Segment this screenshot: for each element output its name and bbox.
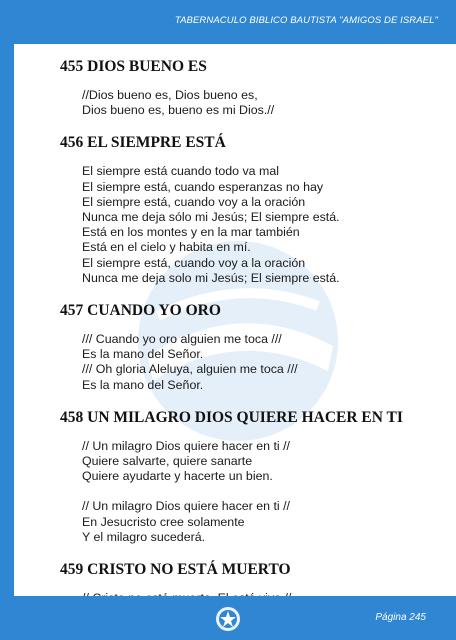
song-title: 455 DIOS BUENO ES <box>60 58 207 75</box>
lyric-line: Quiere salvarte, quiere sanarte <box>82 454 253 469</box>
header-band <box>0 0 456 44</box>
lyric-line: El siempre está, cuando voy a la oración <box>82 255 306 270</box>
page-number: Página 245 <box>375 612 426 623</box>
lyric-line: Nunca me deja solo mi Jesús; El siempre está. <box>82 270 340 285</box>
stanza <box>82 439 450 485</box>
lyric-line: // Un milagro Dios quiere hacer en ti // <box>82 438 290 453</box>
song-455 <box>60 50 450 118</box>
stanza <box>82 88 450 118</box>
song-title: 458 UN MILAGRO DIOS QUIERE HACER EN TI <box>60 408 403 426</box>
stanza <box>82 332 450 393</box>
lyric-line: El siempre está, cuando esperanzas no hay <box>82 179 324 194</box>
lyric-line: Es la mano del Señor. <box>82 347 204 362</box>
song-457 <box>60 294 450 393</box>
stanza <box>82 164 450 286</box>
lyric-line: Nunca me deja sólo mi Jesús; El siempre está. <box>82 210 340 225</box>
lyric-line: Dios bueno es, bueno es mi Dios.// <box>82 103 275 118</box>
lyric-line: Está en los montes y en la mar también <box>82 225 300 240</box>
lyric-line: En Jesucristo cree solamente <box>82 514 245 529</box>
header-church-name: TABERNACULO BIBLICO BAUTISTA "AMIGOS DE ISRAEL" <box>174 15 438 26</box>
lyric-line: /// Cuando yo oro alguien me toca /// <box>82 332 282 347</box>
lyric-line: El siempre está, cuando voy a la oración <box>82 194 306 209</box>
lyric-line: //Dios bueno es, Dios bueno es, <box>82 88 258 102</box>
lyric-line: // Un milagro Dios quiere hacer en ti // <box>82 499 290 514</box>
lyric-line: /// Oh gloria Aleluya, alguien me toca /// <box>82 362 298 377</box>
song-title: 456 EL SIEMPRE ESTÁ <box>60 134 226 152</box>
church-seal-logo-icon <box>215 606 241 632</box>
lyric-line: Quiere ayudarte y hacerte un bien. <box>82 469 273 484</box>
song-list <box>60 50 450 637</box>
left-border-strip <box>0 0 14 640</box>
footer-band <box>0 596 456 640</box>
stanza <box>82 499 450 545</box>
lyric-line: Y el milagro sucederá. <box>82 529 206 544</box>
lyric-line: Es la mano del Señor. <box>82 377 204 392</box>
lyric-line: El siempre está cuando todo va mal <box>82 164 279 179</box>
song-458 <box>60 401 450 545</box>
lyric-line: Está en el cielo y habita en mí. <box>82 240 251 255</box>
song-456 <box>60 126 450 286</box>
song-title: 459 CRISTO NO ESTÁ MUERTO <box>60 561 291 579</box>
song-title: 457 CUANDO YO ORO <box>60 302 221 320</box>
